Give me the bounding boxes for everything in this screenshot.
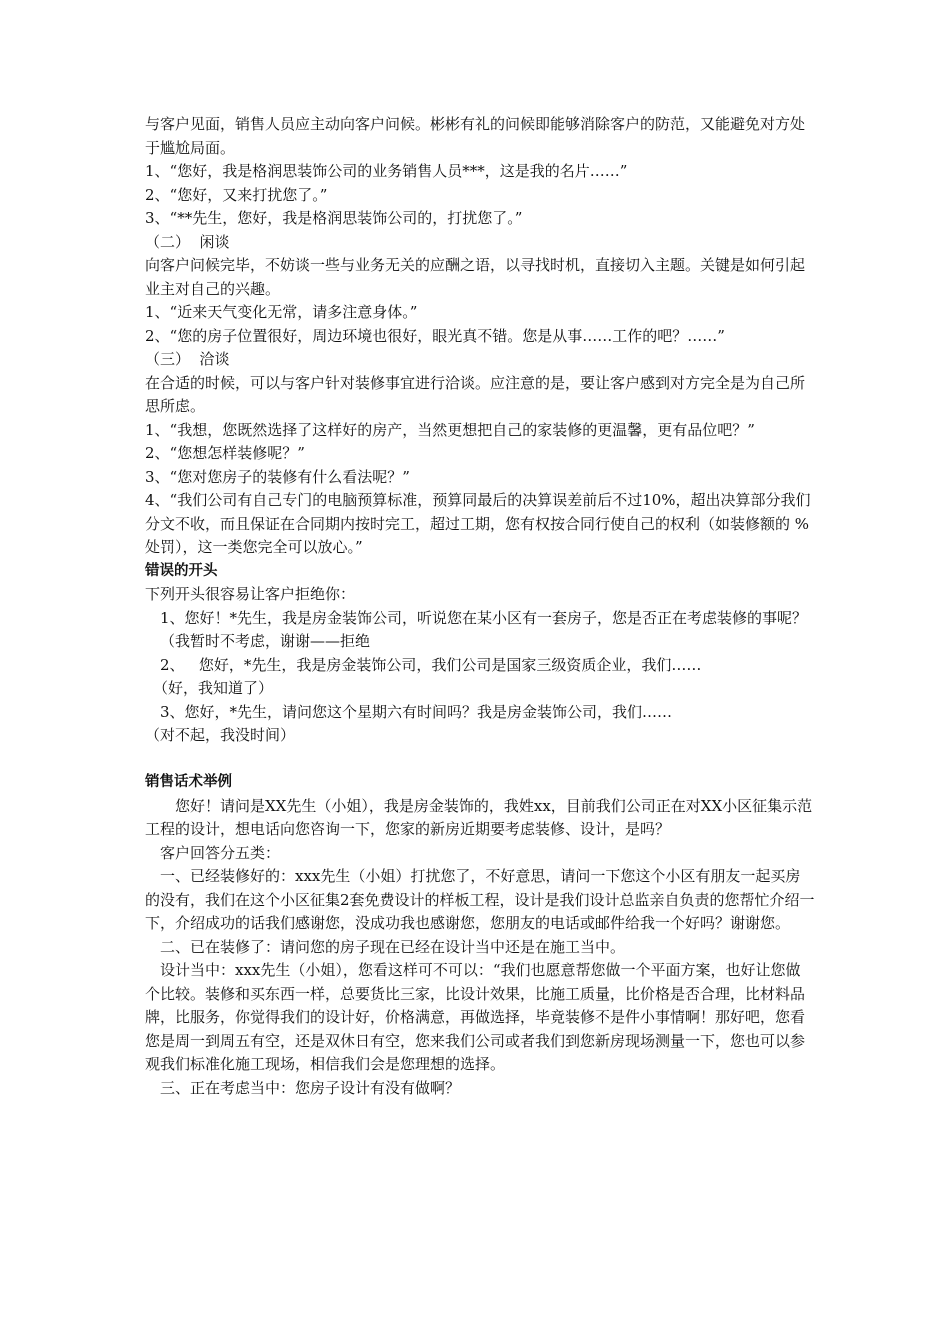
sales-script-categories-intro: 客户回答分五类： xyxy=(160,843,281,862)
wrong-opening-reply-3: （对不起，我没时间） xyxy=(145,726,296,744)
heading-sales-script: 销售话术举例 xyxy=(145,774,232,790)
sales-script-opening: 您好！请问是XX先生（小姐），我是房金装饰的，我姓xx，目前我们公司正在对XX小区征集示范工程的设计，想电话向您咨询一下，您家的新房近期要考虑装修、设计，是吗？ xyxy=(145,796,813,838)
greeting-example-1: 1、“您好，我是格润思装饰公司的业务销售人员***，这是我的名片……” xyxy=(145,162,628,180)
chat-example-2: 2、“您的房子位置很好，周边环境也很好，眼光真不错。您是从事……工作的吧？……” xyxy=(145,326,725,345)
document-page xyxy=(145,113,815,1100)
sales-script-category-1: 一、已经装修好的：xxx先生（小姐）打扰您了，不好意思，请问一下您这个小区有朋友一起买房的没有，我们在这个小区征集2套免费设计的样板工程，设计是我们设计总监亲自负责的您帮忙介绍一下，介绍成功的话我们感谢您，没成功我也感谢您，您朋友的电话或邮件给我一个好吗？谢谢您。 xyxy=(145,867,815,932)
negotiation-example-1: 1、“我想，您既然选择了这样好的房产，当然更想把自己的家装修的更温馨，更有品位吧？” xyxy=(145,420,755,439)
wrong-opening-item-3: 3、您好，*先生，请问您这个星期六有时间吗？我是房金装饰公司，我们…… xyxy=(160,702,673,721)
wrong-opening-item-1: 1、您好！*先生，我是房金装饰公司，听说您在某小区有一套房子，您是否正在考虑装修的事呢？（我暂时不考虑，谢谢——拒绝 xyxy=(160,608,808,650)
negotiation-example-2: 2、“您想怎样装修呢？” xyxy=(145,444,305,462)
wrong-opening-reply-2: （好，我知道了） xyxy=(153,679,274,697)
negotiation-example-3: 3、“您对您房子的装修有什么看法呢？” xyxy=(145,467,410,486)
greeting-example-3: 3、“**先生，您好，我是格润思装饰公司的，打扰您了。” xyxy=(145,209,523,227)
wrong-opening-intro: 下列开头很容易让客户拒绝你： xyxy=(145,585,356,603)
chat-paragraph: 向客户问候完毕，不妨谈一些与业务无关的应酬之语，以寻找时机，直接切入主题。关键是如何引起业主对自己的兴趣。 xyxy=(145,256,806,298)
greeting-example-2: 2、“您好，又来打扰您了。” xyxy=(145,185,328,204)
wrong-opening-item-2: 2、 您好，*先生，我是房金装饰公司，我们公司是国家三级资质企业，我们…… xyxy=(160,655,702,674)
section-heading-negotiation: （三） 洽谈 xyxy=(145,350,230,368)
negotiation-paragraph: 在合适的时候，可以与客户针对装修事宜进行洽谈。应注意的是，要让客户感到对方完全是为自己所思所虑。 xyxy=(145,373,806,415)
sales-script-category-2: 二、已在装修了：请问您的房子现在已经在设计当中还是在施工当中。 xyxy=(160,937,626,956)
negotiation-example-4: 4、“我们公司有自己专门的电脑预算标准，预算同最后的决算误差前后不过10%，超出决算部分我们分文不收，而且保证在合同期内按时完工，超过工期，您有权按合同行使自己的权利（如装修额的 %处罚），这一类您完全可以放心。” xyxy=(145,491,811,556)
sales-script-category-2-design: 设计当中：xxx先生（小姐），您看这样可不可以：“我们也愿意帮您做一个平面方案，也好让您做个比较。装修和买东西一样，总要货比三家，比设计效果，比施工质量，比价格是否合理，比材料品牌，比服务，你觉得我们的设计好，价格满意，再做选择，毕竟装修不是件小事情啊！那好吧，您看您是周一到周五有空，还是双休日有空，您来我们公司或者我们到您新房现场测量一下，您也可以参观我们标准化施工现场，相信我们会是您理想的选择。 xyxy=(145,961,806,1073)
section-heading-chat: （二） 闲谈 xyxy=(145,232,230,251)
blank-line xyxy=(145,748,815,772)
sales-script-category-3: 三、正在考虑当中：您房子设计有没有做啊？ xyxy=(160,1078,461,1097)
heading-wrong-opening: 错误的开头 xyxy=(145,562,218,579)
intro-paragraph: 与客户见面，销售人员应主动向客户问候。彬彬有礼的问候即能够消除客户的防范，又能避免对方处于尴尬局面。 xyxy=(145,115,806,157)
chat-example-1: 1、“近来天气变化无常，请多注意身体。” xyxy=(145,303,418,321)
